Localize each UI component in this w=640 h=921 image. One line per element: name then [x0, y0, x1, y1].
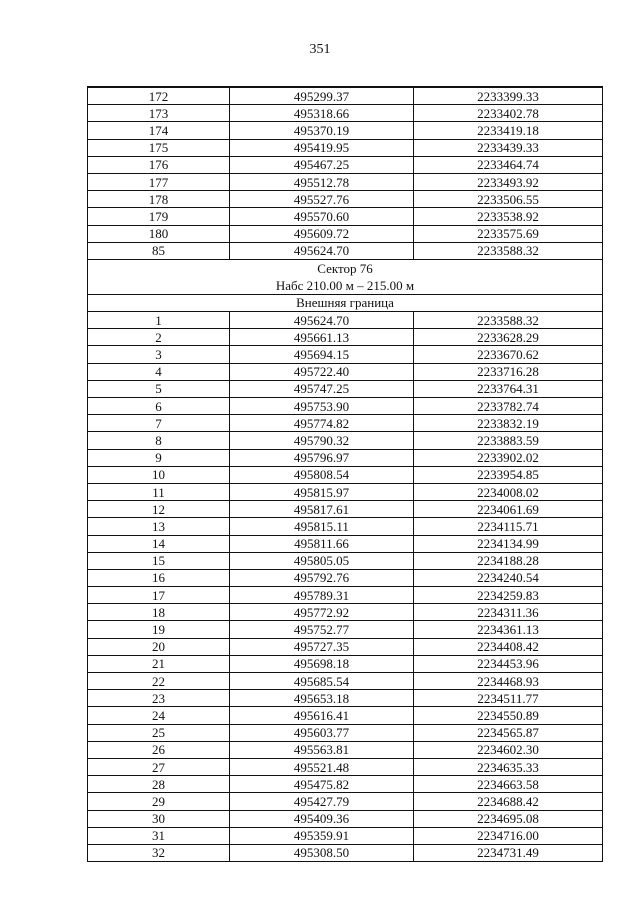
table-row	[88, 707, 603, 724]
table-row	[88, 346, 603, 363]
table-row	[88, 415, 603, 432]
y-coordinate-cell: 2234408.42	[414, 638, 603, 655]
table-row	[88, 156, 603, 173]
x-coordinate-cell: 495370.19	[230, 122, 414, 139]
y-coordinate-cell: 2233832.19	[414, 415, 603, 432]
boundary-row	[88, 294, 603, 311]
y-coordinate-cell: 2233399.33	[414, 87, 603, 105]
table-row	[88, 398, 603, 415]
x-coordinate-cell: 495419.95	[230, 139, 414, 156]
point-number-cell: 85	[88, 242, 230, 259]
table-row	[88, 329, 603, 346]
point-number-cell: 21	[88, 655, 230, 672]
y-coordinate-cell: 2233506.55	[414, 191, 603, 208]
table-row	[88, 432, 603, 449]
y-coordinate-cell: 2233588.32	[414, 242, 603, 259]
x-coordinate-cell: 495624.70	[230, 312, 414, 329]
table-row	[88, 552, 603, 569]
x-coordinate-cell: 495752.77	[230, 621, 414, 638]
y-coordinate-cell: 2233419.18	[414, 122, 603, 139]
point-number-cell: 13	[88, 518, 230, 535]
point-number-cell: 176	[88, 156, 230, 173]
x-coordinate-cell: 495817.61	[230, 501, 414, 518]
coordinates-bottom-section	[88, 312, 603, 862]
y-coordinate-cell: 2233493.92	[414, 173, 603, 190]
x-coordinate-cell: 495789.31	[230, 587, 414, 604]
x-coordinate-cell: 495427.79	[230, 793, 414, 810]
y-coordinate-cell: 2234453.96	[414, 655, 603, 672]
x-coordinate-cell: 495475.82	[230, 776, 414, 793]
y-coordinate-cell: 2234716.00	[414, 827, 603, 844]
point-number-cell: 178	[88, 191, 230, 208]
point-number-cell: 27	[88, 758, 230, 775]
table-row	[88, 673, 603, 690]
point-number-cell: 22	[88, 673, 230, 690]
x-coordinate-cell: 495685.54	[230, 673, 414, 690]
x-coordinate-cell: 495796.97	[230, 449, 414, 466]
point-number-cell: 19	[88, 621, 230, 638]
point-number-cell: 23	[88, 690, 230, 707]
y-coordinate-cell: 2234695.08	[414, 810, 603, 827]
y-coordinate-cell: 2234688.42	[414, 793, 603, 810]
y-coordinate-cell: 2234565.87	[414, 724, 603, 741]
table-row	[88, 449, 603, 466]
point-number-cell: 30	[88, 810, 230, 827]
table-row	[88, 844, 603, 861]
point-number-cell: 12	[88, 501, 230, 518]
sector-title: Сектор 76	[317, 260, 373, 276]
y-coordinate-cell: 2233670.62	[414, 346, 603, 363]
x-coordinate-cell: 495359.91	[230, 827, 414, 844]
y-coordinate-cell: 2234259.83	[414, 587, 603, 604]
x-coordinate-cell: 495753.90	[230, 398, 414, 415]
table-row	[88, 535, 603, 552]
y-coordinate-cell: 2233883.59	[414, 432, 603, 449]
y-coordinate-cell: 2234602.30	[414, 741, 603, 758]
point-number-cell: 172	[88, 87, 230, 105]
x-coordinate-cell: 495722.40	[230, 363, 414, 380]
table-row	[88, 122, 603, 139]
x-coordinate-cell: 495318.66	[230, 105, 414, 122]
point-number-cell: 31	[88, 827, 230, 844]
coordinates-top-section	[88, 87, 603, 259]
x-coordinate-cell: 495467.25	[230, 156, 414, 173]
y-coordinate-cell: 2234635.33	[414, 758, 603, 775]
table-row	[88, 569, 603, 586]
x-coordinate-cell: 495792.76	[230, 569, 414, 586]
table-row	[88, 312, 603, 329]
table-row	[88, 139, 603, 156]
x-coordinate-cell: 495409.36	[230, 810, 414, 827]
y-coordinate-cell: 2233954.85	[414, 466, 603, 483]
table-row	[88, 466, 603, 483]
table-row	[88, 655, 603, 672]
y-coordinate-cell: 2234115.71	[414, 518, 603, 535]
point-number-cell: 28	[88, 776, 230, 793]
point-number-cell: 26	[88, 741, 230, 758]
point-number-cell: 20	[88, 638, 230, 655]
y-coordinate-cell: 2233538.92	[414, 208, 603, 225]
y-coordinate-cell: 2234511.77	[414, 690, 603, 707]
x-coordinate-cell: 495609.72	[230, 225, 414, 242]
x-coordinate-cell: 495694.15	[230, 346, 414, 363]
table-row	[88, 621, 603, 638]
sector-header-section	[88, 259, 603, 311]
y-coordinate-cell: 2233716.28	[414, 363, 603, 380]
point-number-cell: 25	[88, 724, 230, 741]
x-coordinate-cell: 495653.18	[230, 690, 414, 707]
point-number-cell: 14	[88, 535, 230, 552]
x-coordinate-cell: 495570.60	[230, 208, 414, 225]
table-row	[88, 87, 603, 105]
table-row	[88, 191, 603, 208]
table-row	[88, 741, 603, 758]
x-coordinate-cell: 495512.78	[230, 173, 414, 190]
point-number-cell: 177	[88, 173, 230, 190]
point-number-cell: 6	[88, 398, 230, 415]
y-coordinate-cell: 2234134.99	[414, 535, 603, 552]
x-coordinate-cell: 495790.32	[230, 432, 414, 449]
table-row	[88, 793, 603, 810]
y-coordinate-cell: 2234731.49	[414, 844, 603, 861]
point-number-cell: 9	[88, 449, 230, 466]
y-coordinate-cell: 2234361.13	[414, 621, 603, 638]
table-row	[88, 810, 603, 827]
x-coordinate-cell: 495805.05	[230, 552, 414, 569]
point-number-cell: 175	[88, 139, 230, 156]
table-row	[88, 501, 603, 518]
x-coordinate-cell: 495308.50	[230, 844, 414, 861]
point-number-cell: 174	[88, 122, 230, 139]
point-number-cell: 5	[88, 380, 230, 397]
x-coordinate-cell: 495772.92	[230, 604, 414, 621]
y-coordinate-cell: 2234663.58	[414, 776, 603, 793]
x-coordinate-cell: 495811.66	[230, 535, 414, 552]
point-number-cell: 16	[88, 569, 230, 586]
y-coordinate-cell: 2234008.02	[414, 483, 603, 500]
y-coordinate-cell: 2233575.69	[414, 225, 603, 242]
point-number-cell: 4	[88, 363, 230, 380]
y-coordinate-cell: 2233764.31	[414, 380, 603, 397]
table-row	[88, 724, 603, 741]
point-number-cell: 15	[88, 552, 230, 569]
y-coordinate-cell: 2234188.28	[414, 552, 603, 569]
point-number-cell: 2	[88, 329, 230, 346]
point-number-cell: 18	[88, 604, 230, 621]
y-coordinate-cell: 2233464.74	[414, 156, 603, 173]
x-coordinate-cell: 495603.77	[230, 724, 414, 741]
x-coordinate-cell: 495299.37	[230, 87, 414, 105]
point-number-cell: 179	[88, 208, 230, 225]
x-coordinate-cell: 495698.18	[230, 655, 414, 672]
x-coordinate-cell: 495727.35	[230, 638, 414, 655]
point-number-cell: 10	[88, 466, 230, 483]
table-row	[88, 604, 603, 621]
sector-header-cell	[88, 259, 603, 294]
y-coordinate-cell: 2233628.29	[414, 329, 603, 346]
point-number-cell: 7	[88, 415, 230, 432]
y-coordinate-cell: 2233402.78	[414, 105, 603, 122]
x-coordinate-cell: 495661.13	[230, 329, 414, 346]
table-row	[88, 827, 603, 844]
x-coordinate-cell: 495521.48	[230, 758, 414, 775]
point-number-cell: 1	[88, 312, 230, 329]
x-coordinate-cell: 495774.82	[230, 415, 414, 432]
y-coordinate-cell: 2234240.54	[414, 569, 603, 586]
x-coordinate-cell: 495624.70	[230, 242, 414, 259]
boundary-label: Внешняя граница	[88, 294, 603, 311]
point-number-cell: 11	[88, 483, 230, 500]
table-row	[88, 638, 603, 655]
point-number-cell: 24	[88, 707, 230, 724]
table-row	[88, 483, 603, 500]
point-number-cell: 29	[88, 793, 230, 810]
table-row	[88, 690, 603, 707]
x-coordinate-cell: 495747.25	[230, 380, 414, 397]
point-number-cell: 8	[88, 432, 230, 449]
y-coordinate-cell: 2233588.32	[414, 312, 603, 329]
table-row	[88, 105, 603, 122]
table-row	[88, 587, 603, 604]
y-coordinate-cell: 2234061.69	[414, 501, 603, 518]
point-number-cell: 173	[88, 105, 230, 122]
point-number-cell: 17	[88, 587, 230, 604]
y-coordinate-cell: 2233439.33	[414, 139, 603, 156]
x-coordinate-cell: 495815.11	[230, 518, 414, 535]
point-number-cell: 32	[88, 844, 230, 861]
x-coordinate-cell: 495815.97	[230, 483, 414, 500]
y-coordinate-cell: 2234550.89	[414, 707, 603, 724]
table-row	[88, 758, 603, 775]
y-coordinate-cell: 2233782.74	[414, 398, 603, 415]
sector-header-row	[88, 259, 603, 294]
page-number: 351	[309, 42, 331, 57]
y-coordinate-cell: 2234311.36	[414, 604, 603, 621]
point-number-cell: 3	[88, 346, 230, 363]
table-row	[88, 208, 603, 225]
y-coordinate-cell: 2234468.93	[414, 673, 603, 690]
table-row	[88, 173, 603, 190]
x-coordinate-cell: 495808.54	[230, 466, 414, 483]
sector-height-range: Набс 210.00 м – 215.00 м	[275, 277, 415, 293]
x-coordinate-cell: 495563.81	[230, 741, 414, 758]
y-coordinate-cell: 2233902.02	[414, 449, 603, 466]
table-row	[88, 518, 603, 535]
table-row	[88, 776, 603, 793]
x-coordinate-cell: 495616.41	[230, 707, 414, 724]
x-coordinate-cell: 495527.76	[230, 191, 414, 208]
point-number-cell: 180	[88, 225, 230, 242]
table-row	[88, 225, 603, 242]
table-row	[88, 363, 603, 380]
coordinates-table	[87, 86, 603, 862]
table-row	[88, 242, 603, 259]
table-row	[88, 380, 603, 397]
